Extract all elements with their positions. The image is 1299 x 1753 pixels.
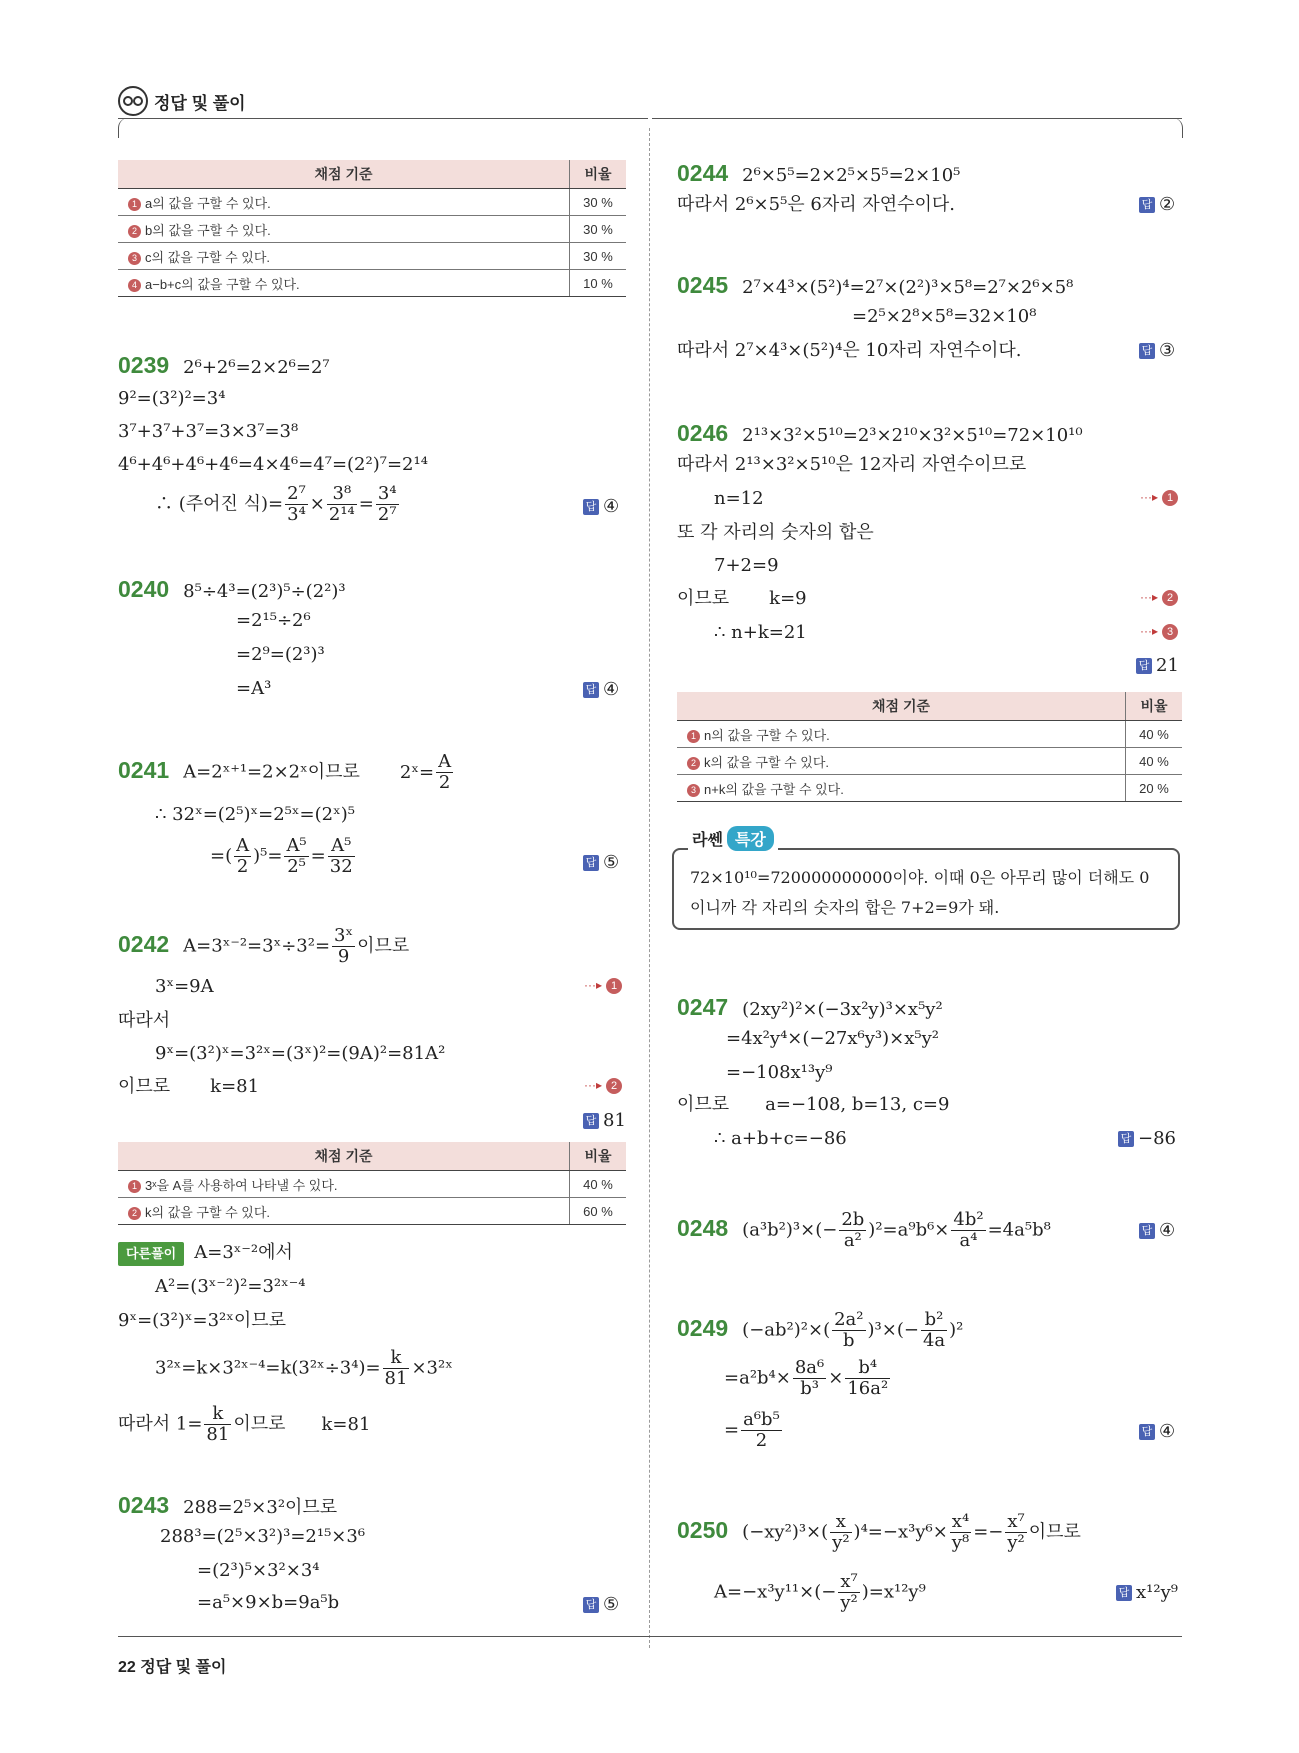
problem-0241-line2: ∴ 32ˣ=(2⁵)ˣ=2⁵ˣ=(2ˣ)⁵ [155, 804, 355, 825]
problem-0244-line1: 0244 2⁶×5⁵=2×2⁵×5⁵=2×10⁵ [677, 160, 961, 186]
answer-badge-icon: 답 [583, 855, 599, 871]
answer-badge-icon: 답 [1139, 343, 1155, 359]
problem-0248-line1: 0248 (a³b²)³×(− $\frac{2b}{\text{a²}}$ )²=a⁹b⁶× $\frac{\text{4b²}}{\text{a⁴}}$ =4a⁵b⁸ [677, 1209, 1051, 1251]
answer-0250: 답 x¹²y⁹ [1116, 1582, 1178, 1603]
problem-0250-line2: A=−x³y¹¹×(− $\frac{\text{x⁷}}{\text{y²}}$ )=x¹²y⁹ [714, 1571, 926, 1613]
problem-0239-line3: 3⁷+3⁷+3⁷=3×3⁷=3⁸ [118, 421, 299, 442]
left-corner [118, 118, 129, 138]
tip-label: 라쎈 특강 [688, 826, 778, 851]
answer-badge-icon: 답 [583, 682, 599, 698]
problem-number: 0241 [118, 756, 170, 783]
alt-solution-line3: 9ˣ=(3²)ˣ=3²ˣ이므로 [118, 1310, 287, 1331]
problem-0243-line1: 0243 288=2⁵×3²이므로 [118, 1492, 338, 1518]
problem-0249-line1: 0249 (−ab²)²×( $\frac{\text{2a²}}{b}$ )³×(− $\frac{\text{b²}}{4a}$ )² [677, 1309, 964, 1351]
owl-mascot-icon [118, 86, 148, 116]
problem-number: 0243 [118, 1492, 170, 1518]
rubric-table-0242 [118, 1142, 626, 1225]
problem-number: 0247 [677, 994, 729, 1020]
table-row: 3 c의 값을 구할 수 있다. 30 % [118, 243, 626, 270]
table-row: 2 k의 값을 구할 수 있다. 60 % [118, 1198, 626, 1225]
problem-0246-line6: 이므로 k=9 [677, 588, 807, 609]
problem-0242-line3: 따라서 [118, 1010, 171, 1031]
problem-number: 0242 [118, 930, 170, 957]
problem-0242-line2: 3ˣ=9A [155, 976, 214, 997]
step-marker-1: ···▸ 1 [1140, 490, 1178, 506]
tip-tag: 특강 [727, 826, 774, 851]
problem-0249-line3: = $\frac{\text{a⁶b⁵}}{2}$ [724, 1409, 780, 1451]
page-number: 22 [118, 1659, 136, 1676]
answer-0246: 답 21 [1136, 655, 1179, 676]
page-footer [118, 1654, 226, 1677]
problem-0241-line1: 0241 A=2ˣ⁺¹=2×2ˣ이므로 2ˣ= $\frac{A}{2}$ [118, 751, 452, 793]
problem-0246-line1: 0246 2¹³×3²×5¹⁰=2³×2¹⁰×3²×5¹⁰=72×10¹⁰ [677, 420, 1083, 446]
rubric-table-0246 [677, 692, 1182, 802]
answer-badge-icon: 답 [1118, 1131, 1134, 1147]
problem-0245-line1: 0245 2⁷×4³×(5²)⁴=2⁷×(2²)³×5⁸=2⁷×2⁶×5⁸ [677, 272, 1074, 298]
alt-solution-label: 다른풀이 [118, 1242, 184, 1266]
footer-rule [118, 1636, 1182, 1637]
problem-0243-line4: =a⁵×9×b=9a⁵b [197, 1592, 340, 1613]
step-marker-2: ···▸ 2 [1140, 590, 1178, 606]
answer-badge-icon: 답 [583, 499, 599, 515]
problem-number: 0249 [677, 1314, 729, 1341]
problem-number: 0246 [677, 420, 729, 446]
answer-badge-icon: 답 [1139, 1424, 1155, 1440]
problem-0244-line2: 따라서 2⁶×5⁵은 6자리 자연수이다. [677, 194, 956, 215]
problem-0239-line4: 4⁶+4⁶+4⁶+4⁶=4×4⁶=4⁷=(2²)⁷=2¹⁴ [118, 454, 428, 475]
table-row: 2 b의 값을 구할 수 있다. 30 % [118, 216, 626, 243]
page-header [118, 86, 246, 116]
problem-0246-line3: n=12 [714, 488, 764, 509]
problem-0240-line1: 0240 8⁵÷4³=(2³)⁵÷(2²)³ [118, 576, 346, 602]
table-row: 2 k의 값을 구할 수 있다. 40 % [677, 748, 1182, 775]
answer-0243: 답 ⑤ [583, 1594, 619, 1615]
problem-0239-line5: ∴ (주어진 식)= $\frac{\text{2⁷}}{\text{3⁴}}$ × $\frac{\text{3⁸}}{\text{2¹⁴}}$ = $\frac{\text{3⁴}}{\text{2⁷}}$ [155, 483, 397, 525]
step-marker-1: ···▸ 1 [584, 978, 622, 994]
tip-text: 72×10¹⁰=720000000000이야. 이때 0은 아무리 많이 더해도 0이니까 각 자리의 숫자의 합은 7+2=9가 돼. [690, 868, 1150, 917]
problem-number: 0240 [118, 576, 170, 602]
problem-0240-line4: =A³ [236, 678, 272, 699]
answer-badge-icon: 답 [1116, 1585, 1132, 1601]
rubric-criteria-header: 채점 기준 [118, 1142, 570, 1171]
problem-0250-line1: 0250 (−xy²)³×( $\frac{x}{\text{y²}}$ )⁴=−x³y⁶× $\frac{\text{x⁴}}{\text{y⁸}}$ =− $\frac{\text{x⁷}}{\text{y²}}$ 이므로 [677, 1511, 1081, 1553]
problem-0247-line5: ∴ a+b+c=−86 [714, 1128, 847, 1149]
answer-0244: 답 ② [1139, 194, 1175, 215]
alt-solution-line4: 3²ˣ=k×3²ˣ⁻⁴=k(3²ˣ÷3⁴)= $\frac{k}{81}$ ×3²ˣ [155, 1347, 453, 1389]
step-marker-3: ···▸ 3 [1140, 624, 1178, 640]
rubric-ratio-header: 비율 [570, 1142, 627, 1171]
rubric-ratio-header: 비율 [1126, 692, 1183, 721]
column-divider [649, 128, 650, 1648]
problem-0241-line3: =( $\frac{A}{2}$ )⁵= $\frac{\text{A⁵}}{\text{2⁵}}$ = $\frac{\text{A⁵}}{32}$ [210, 835, 353, 877]
problem-0246-line4: 또 각 자리의 숫자의 합은 [677, 522, 874, 543]
problem-0245-line3: 따라서 2⁷×4³×(5²)⁴은 10자리 자연수이다. [677, 340, 1022, 361]
problem-0249-line2: =a²b⁴× $\frac{\text{8a⁶}}{\text{b³}}$ × $\frac{\text{b⁴}}{\text{16a²}}$ [724, 1357, 889, 1399]
right-column-top-rule [652, 118, 1182, 119]
problem-number: 0245 [677, 272, 729, 298]
answer-badge-icon: 답 [583, 1113, 599, 1129]
table-row: 1 n의 값을 구할 수 있다. 40 % [677, 721, 1182, 748]
problem-0246-line7: ∴ n+k=21 [714, 622, 807, 643]
problem-0247-line2: =4x²y⁴×(−27x⁶y³)×x⁵y² [726, 1028, 939, 1049]
answer-0247: 답 −86 [1118, 1128, 1176, 1149]
alt-solution-line2: A²=(3ˣ⁻²)²=3²ˣ⁻⁴ [155, 1276, 306, 1297]
answer-0249: 답 ④ [1139, 1421, 1175, 1442]
problem-0242-line4: 9ˣ=(3²)ˣ=3²ˣ=(3ˣ)²=(9A)²=81A² [155, 1043, 446, 1064]
problem-0246-line5: 7+2=9 [714, 555, 779, 576]
problem-0246-line2: 따라서 2¹³×3²×5¹⁰은 12자리 자연수이므로 [677, 454, 1027, 475]
answer-0240: 답 ④ [583, 679, 619, 700]
problem-0243-line2: 288³=(2⁵×3²)³=2¹⁵×3⁶ [160, 1526, 366, 1547]
answer-badge-icon: 답 [583, 1597, 599, 1613]
answer-0242: 답 81 [583, 1110, 626, 1131]
alt-solution-line1: 다른풀이 A=3ˣ⁻²에서 [118, 1242, 293, 1266]
problem-0247-line4: 이므로 a=−108, b=13, c=9 [677, 1094, 950, 1115]
table-row: 4 a−b+c의 값을 구할 수 있다. 10 % [118, 270, 626, 297]
answer-0241: 답 ⑤ [583, 852, 619, 873]
header-title: 정답 및 풀이 [154, 93, 246, 113]
rubric-criteria-header: 채점 기준 [118, 160, 570, 189]
problem-number: 0244 [677, 160, 729, 186]
answer-badge-icon: 답 [1136, 658, 1152, 674]
problem-0247-line3: =−108x¹³y⁹ [726, 1062, 833, 1083]
right-corner [1172, 118, 1183, 138]
footer-title: 정답 및 풀이 [140, 1659, 227, 1676]
problem-0240-line3: =2⁹=(2³)³ [236, 644, 325, 665]
problem-number: 0250 [677, 1516, 729, 1543]
answer-0245: 답 ③ [1139, 340, 1175, 361]
answer-0248: 답 ④ [1139, 1220, 1175, 1241]
alt-solution-line5: 따라서 1= $\frac{k}{81}$ 이므로 k=81 [118, 1403, 371, 1445]
rubric-criteria-header: 채점 기준 [677, 692, 1126, 721]
table-row: 1 a의 값을 구할 수 있다. 30 % [118, 189, 626, 216]
answer-badge-icon: 답 [1139, 1223, 1155, 1239]
problem-0240-line2: =2¹⁵÷2⁶ [236, 610, 311, 631]
problem-number: 0239 [118, 352, 170, 378]
table-row: 3 n+k의 값을 구할 수 있다. 20 % [677, 775, 1182, 802]
rubric-table-0238 [118, 160, 626, 297]
table-row: 1 3ˣ을 A를 사용하여 나타낼 수 있다. 40 % [118, 1171, 626, 1198]
answer-badge-icon: 답 [1139, 197, 1155, 213]
problem-0245-line2: =2⁵×2⁸×5⁸=32×10⁸ [852, 306, 1037, 327]
answer-0239: 답 ④ [583, 496, 619, 517]
left-column-top-rule [118, 118, 648, 119]
problem-0242-line5: 이므로 k=81 [118, 1076, 260, 1097]
rubric-ratio-header: 비율 [570, 160, 627, 189]
problem-0243-line3: =(2³)⁵×3²×3⁴ [197, 1560, 320, 1581]
step-marker-2: ···▸ 2 [584, 1078, 622, 1094]
problem-0239-line2: 9²=(3²)²=3⁴ [118, 388, 226, 409]
problem-0247-line1: 0247 (2xy²)²×(−3x²y)³×x⁵y² [677, 994, 943, 1020]
problem-0242-line1: 0242 A=3ˣ⁻²=3ˣ÷3²= $\frac{\text{3ˣ}}{9}$ 이므로 [118, 925, 410, 967]
problem-0239-line1: 0239 2⁶+2⁶=2×2⁶=2⁷ [118, 352, 330, 378]
problem-number: 0248 [677, 1214, 729, 1241]
